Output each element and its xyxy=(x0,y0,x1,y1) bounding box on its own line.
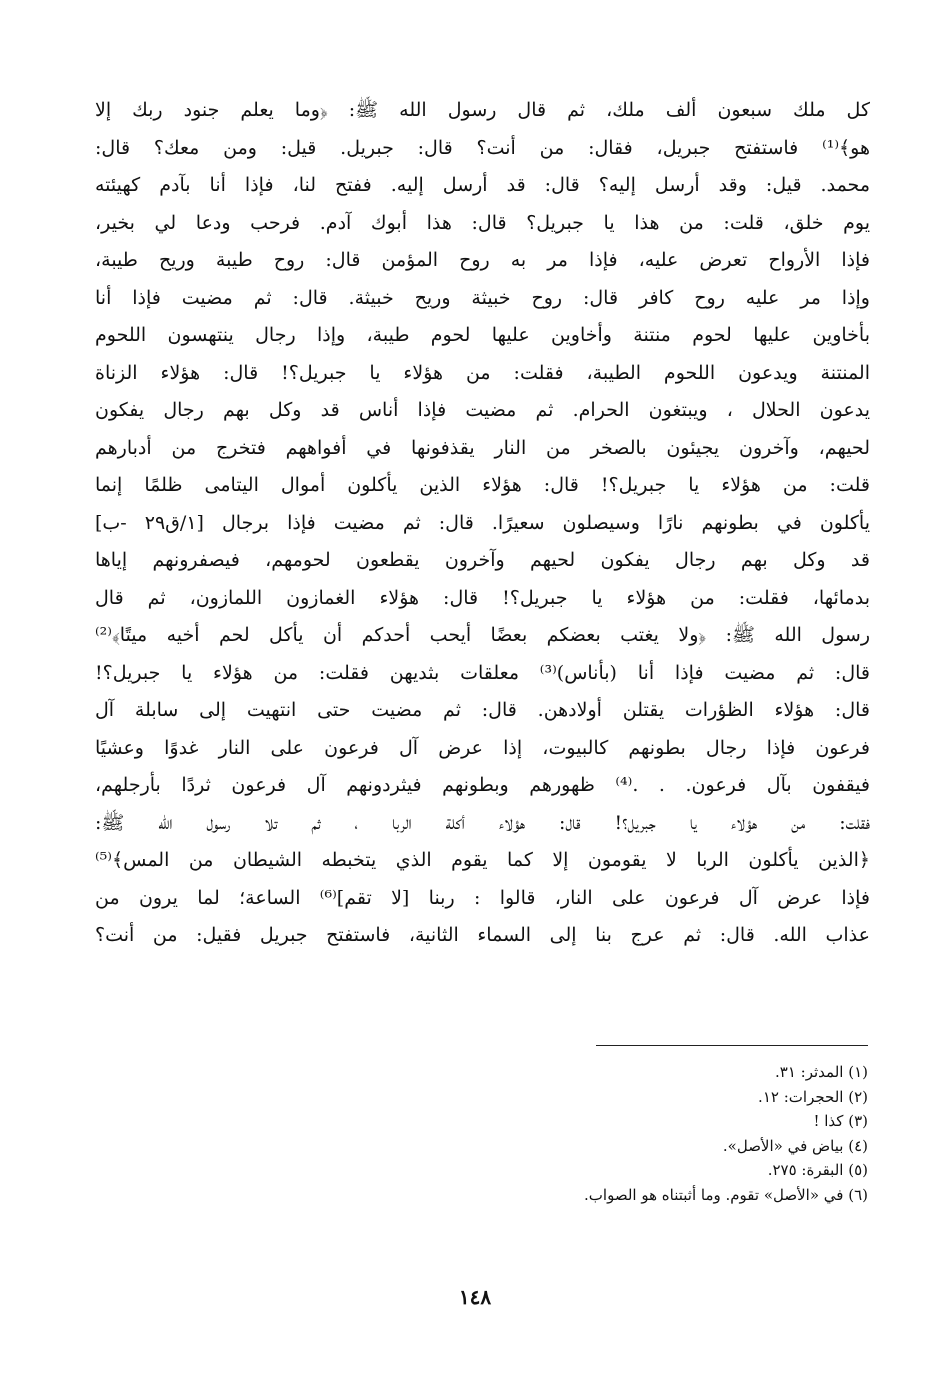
footnote-item: (٥) البقرة: ٢٧٥. xyxy=(767,1161,868,1179)
text-line: كل ملك سبعون ألف ملك، ثم قال رسول الله ﷺ: ﴿وما يعلم جنود ربك إلا xyxy=(95,99,870,121)
text-line: هو﴾⁽¹⁾ فاستفتح جبريل، فقال: من أنت؟ قال: جبريل. قيل: ومن معك؟ قال: xyxy=(95,136,870,159)
text-line: قال: ثم مضيت فإذا أنا (بأناس)⁽³⁾ معلقات بثديهن فقلت: من هؤلاء يا جبريل؟! xyxy=(95,661,870,684)
footnote-item: (٣) كذا ! xyxy=(813,1112,868,1130)
footnotes-list xyxy=(268,1060,868,1207)
page-number: ١٤٨ xyxy=(458,1285,492,1309)
text-line: قلت: من هؤلاء يا جبريل؟! قال: هؤلاء الذين يأكلون أموال اليتامى ظلمًا إنما xyxy=(95,474,870,496)
text-line: فإذا عرض آل فرعون على النار، قالوا : ربنا [لا تقم]⁽⁶⁾ الساعة؛ لما يرون من xyxy=(95,886,870,909)
text-line: وإذا مر عليه روح كافر قال: روح خبيثة وريح خبيثة. قال: ثم مضيت فإذا أنا xyxy=(95,286,870,309)
footnote-item: (٤) بياض في «الأصل». xyxy=(722,1136,868,1155)
text-line: ﴿الذين يأكلون الربا لا يقومون إلا كما يقوم الذي يتخبطه الشيطان من المس﴾⁽⁵⁾ xyxy=(95,849,870,871)
text-line: يدعون الحلال ، ويبتغون الحرام. ثم مضيت فإذا أناس قد وكل بهم رجال يفكون xyxy=(95,399,870,421)
footnote-item: (٢) الحجرات: ١٢. xyxy=(758,1087,868,1106)
footnote-divider xyxy=(596,1045,868,1046)
text-line: لحيهم، وآخرون يجيئون بالصخر من النار يقذفونها في أفواههم فتخرج من أدبارهم xyxy=(95,436,870,459)
text-line: يوم خلق، قلت: من هذا يا جبريل؟ قال: هذا أبوك آدم. فرحب ودعا لي بخير، xyxy=(95,211,870,234)
text-line: فإذا الأرواح تعرض عليه، فإذا مر به روح المؤمن قال: روح طيبة وريح طيبة، xyxy=(95,249,870,271)
main-text-block xyxy=(95,92,870,955)
text-line: عذاب الله. قال: ثم عرج بنا إلى السماء الثانية، فاستفتح جبريل فقيل: من أنت؟ xyxy=(95,924,870,946)
text-line: قال: هؤلاء الظؤرات يقتلن أولادهن. قال: ثم مضيت حتى انتهيت إلى سابلة آل xyxy=(95,699,870,721)
text-line: المنتنة ويدعون اللحوم الطيبة، فقلت: من هؤلاء يا جبريل؟! قال: هؤلاء الزناة xyxy=(95,361,870,384)
text-line: فيقفون بآل فرعون. . .⁽⁴⁾ ظهورهم وبطونهم فيثردونهم آل فرعون ثردًا بأرجلهم، xyxy=(95,774,870,796)
text-line: قد وكل بهم رجال يفكون لحيهم وآخرون يقطعون لحومهم، فيصفرونهم إياها xyxy=(95,549,870,571)
text-line: يأكلون في بطونهم نارًا وسيصلون سعيرًا. قال: ثم مضيت فإذا برجال [١/ق٢٩ -ب] xyxy=(95,511,870,534)
text-line: بأخاوين عليها لحوم منتنة وأخاوين عليها لحوم طيبة، وإذا رجال ينتهسون اللحوم xyxy=(95,324,870,346)
footnote-item: (٦) في «الأصل» تقوم. وما أثبتناه هو الصواب. xyxy=(584,1185,868,1204)
text-line: محمد. قيل: وقد أرسل إليه؟ قال: قد أرسل إليه. ففتح لنا، فإذا أنا بآدم كهيئته xyxy=(95,174,870,196)
footnote-item: (١) المدثر: ٣١. xyxy=(774,1063,868,1081)
text-line: بدمائها، فقلت: من هؤلاء يا جبريل؟! قال: هؤلاء الغمازون اللمازون، ثم قال xyxy=(95,586,870,609)
text-line: فرعون فإذا رجال بطونهم كالبيوت، إذا عرض آل فرعون على النار غدوًا وعشيًا xyxy=(95,736,870,759)
text-line: فقلت: من هؤلاء يا جبريل؟! قال: هؤلاء أكلة الربا ، ثم تلا رسول الله ﷺ: xyxy=(95,811,870,834)
text-line: رسول الله ﷺ: ﴿ولا يغتب بعضكم بعضًا أيحب أحدكم أن يأكل لحم أخيه ميتًا﴾⁽²⁾ xyxy=(95,624,870,646)
